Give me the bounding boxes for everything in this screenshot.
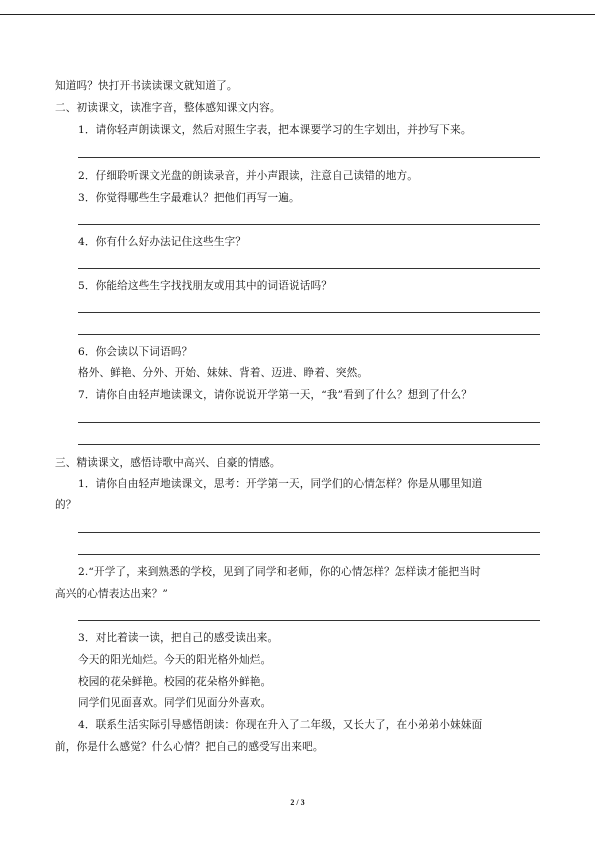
question-2-5: 5．你能给这些生字找找朋友或用其中的词语说话吗？ [78,280,332,292]
section-two-heading: 二、初读课文，读准字音，整体感知课文内容。 [55,102,281,114]
question-3-1: 1．请你自由轻声地读课文，思考：开学第一天，同学们的心情怎样？你是从哪里知道 [78,478,483,490]
answer-line [78,620,540,621]
question-2-3: 3．你觉得哪些生字最难认？把他们再写一遍。 [78,192,300,204]
answer-line [78,312,540,313]
question-2-7: 7．请你自由轻声地读课文，请你说说开学第一天，“我”看到了什么？想到了什么？ [78,389,473,401]
answer-line [78,422,540,423]
intro-line: 知道吗？快打开书读读课文就知道了。 [55,80,238,92]
page-number: 2 / 3 [290,798,305,807]
question-3-4: 4．联系生活实际引导感悟朗读：你现在升入了二年级，又长大了，在小弟弟小妹妹面 [78,719,483,731]
comparison-2: 校园的花朵鲜艳。校园的花朵格外鲜艳。 [78,676,272,688]
answer-line [78,157,540,158]
question-3-2-cont: 高兴的心情表达出来？” [55,588,169,600]
comparison-1: 今天的阳光灿烂。今天的阳光格外灿烂。 [78,654,272,666]
answer-line [78,554,540,555]
answer-line [78,224,540,225]
answer-line [78,532,540,533]
question-2-4: 4．你有什么好办法记住这些生字？ [78,236,247,248]
answer-line [78,334,540,335]
word-list: 格外、鲜艳、分外、开始、妹妹、背着、迈进、睁着、突然。 [78,367,369,379]
answer-line [78,444,540,445]
question-2-6: 6．你会读以下词语吗？ [78,346,193,358]
header-rule [0,14,595,15]
question-3-2: 2.“开学了，来到熟悉的学校，见到了同学和老师，你的心情怎样？怎样读才能把当时 [78,566,481,578]
answer-line [78,268,540,269]
question-2-1: 1．请你轻声朗读课文，然后对照生字表，把本课要学习的生字划出，并抄写下来。 [78,124,472,136]
question-3-4-cont: 前，你是什么感觉？什么心情？把自己的感受写出来吧。 [55,741,324,753]
question-3-3: 3．对比着读一读，把自己的感受读出来。 [78,632,279,644]
section-three-heading: 三、精读课文，感悟诗歌中高兴、自豪的情感。 [55,457,281,469]
question-2-2: 2．仔细聆听课文光盘的朗读录音，并小声跟读，注意自己读错的地方。 [78,170,418,182]
comparison-3: 同学们见面喜欢。同学们见面分外喜欢。 [78,697,272,709]
question-3-1-cont: 的？ [55,499,77,511]
